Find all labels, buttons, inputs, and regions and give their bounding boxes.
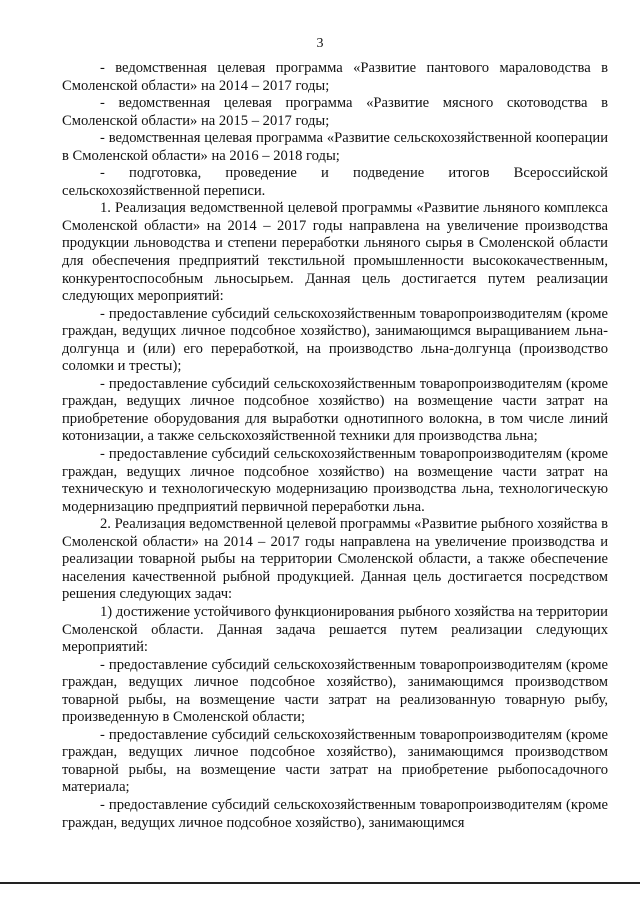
- paragraph: - предоставление субсидий сельскохозяйственным товаропроизводителям (кроме граждан, ведущих личное подсобное хозяйство) на возмещение части затрат на приобретение оборудования для выработки однотипного волокна, в том числе линий котонизации, а также сельскохозяйственной техники для производства льна;: [62, 375, 608, 445]
- page-number: 3: [316, 36, 324, 51]
- paragraph: - ведомственная целевая программа «Развитие мясного скотоводства в Смоленской области» на 2015 – 2017 годы;: [62, 95, 608, 129]
- paragraph: 2. Реализация ведомственной целевой программы «Развитие рыбного хозяйства в Смоленской области» на 2014 – 2017 годы направлена на увеличение производства и реализации товарной рыбы на территории Смоленской области, а также обеспечение населения качественной рыбной продукцией. Данная цель достигается посредством решения следующих задач:: [62, 516, 608, 603]
- document-body: [62, 60, 608, 832]
- paragraph: 1. Реализация ведомственной целевой программы «Развитие льняного комплекса Смоленской области» на 2014 – 2017 годы направлена на увеличение производства продукции льноводства и степени переработки льняного сырья в Смоленской области для обеспечения предприятий текстильной промышленности высококачественным, конкурентоспособным льносырьем. Данная цель достигается путем реализации следующих мероприятий:: [62, 200, 608, 305]
- paragraph: - подготовка, проведение и подведение итогов Всероссийской сельскохозяйственной переписи.: [62, 165, 608, 199]
- paragraph: - ведомственная целевая программа «Развитие сельскохозяйственной кооперации в Смоленской области» на 2016 – 2018 годы;: [62, 130, 608, 164]
- paragraph: - предоставление субсидий сельскохозяйственным товаропроизводителям (кроме граждан, ведущих личное подсобное хозяйство), занимающимся производством товарной рыбы, на возмещение части затрат на приобретение рыбопосадочного материала;: [62, 726, 608, 796]
- paragraph: - предоставление субсидий сельскохозяйственным товаропроизводителям (кроме граждан, ведущих личное подсобное хозяйство), занимающимся: [62, 796, 608, 831]
- paragraph: - ведомственная целевая программа «Развитие пантового мараловодства в Смоленской области» на 2014 – 2017 годы;: [62, 60, 608, 94]
- paragraph: - предоставление субсидий сельскохозяйственным товаропроизводителям (кроме граждан, ведущих личное подсобное хозяйство), занимающимся производством товарной рыбы, на возмещение части затрат на реализованную товарную рыбу, произведенную в Смоленской области;: [62, 656, 608, 726]
- paragraph: 1) достижение устойчивого функционирования рыбного хозяйства на территории Смоленской области. Данная задача решается путем реализации следующих мероприятий:: [62, 603, 608, 656]
- bottom-rule: [0, 882, 640, 884]
- paragraph: - предоставление субсидий сельскохозяйственным товаропроизводителям (кроме граждан, ведущих личное подсобное хозяйство), занимающимся выращиванием льна-долгунца и (или) его переработкой, на производство льна-долгунца (производство соломки и тресты);: [62, 305, 608, 375]
- paragraph: - предоставление субсидий сельскохозяйственным товаропроизводителям (кроме граждан, ведущих личное подсобное хозяйство) на возмещение части затрат на техническую и технологическую модернизацию производства льна, технологическую модернизацию предприятий первичной переработки льна.: [62, 446, 608, 515]
